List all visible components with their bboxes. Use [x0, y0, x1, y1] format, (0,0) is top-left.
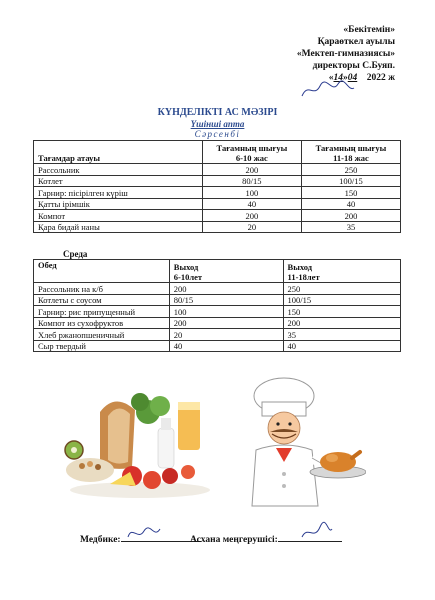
chef-illustration — [226, 374, 366, 514]
approval-village: Қараөткел ауылы — [317, 37, 395, 47]
table-row: Гарнир: пісірілген күріш 100 150 — [34, 187, 401, 199]
table-row: Қатты ірімшік 40 40 — [34, 198, 401, 210]
header-cell: Обед — [34, 260, 170, 283]
kitchen-signature-scribble-icon — [298, 521, 334, 543]
table-row: Котлеты с соусом 80/15 100/15 — [34, 294, 401, 306]
healthy-food-illustration — [60, 372, 220, 502]
table-row: Гарнир: рис припущенный 100 150 — [34, 306, 401, 318]
menu-table-kz — [33, 140, 401, 233]
table-row: Рассольник на к/б 200 250 — [34, 283, 401, 295]
table-row: Котлет 80/15 100/15 — [34, 175, 401, 187]
table-row: Сыр твердый 40 40 — [34, 340, 401, 352]
day-label: Сәрсенбі — [194, 129, 241, 139]
approval-school: «Мектеп-гимназиясы» — [296, 49, 395, 59]
page-title: КҮНДЕЛІКТІ АС МӘЗІРІ — [157, 107, 278, 118]
nurse-signature-scribble-icon — [124, 523, 164, 543]
table-row: Компот из сухофруктов 200 200 — [34, 317, 401, 329]
director-signature-icon — [298, 78, 358, 102]
table-header-row — [34, 260, 401, 283]
header-cell: Тағамның шығуы 11-18 жас — [301, 141, 400, 164]
header-cell: Тағамның шығуы 6-10 жас — [202, 141, 301, 164]
header-cell: Тағамдар атауы — [34, 141, 203, 164]
approval-heading: «Бекітемін» — [343, 25, 395, 35]
table-header-row — [34, 141, 401, 164]
approval-director: директоры С.Буяп. — [312, 61, 395, 71]
kitchen-head-signature: Асхана меңгерушісі: — [190, 533, 342, 545]
nurse-signature: Медбике: — [80, 533, 201, 545]
week-label: Үшінші апта — [190, 119, 245, 129]
table-row: Хлеб ржанопшеничный 20 35 — [34, 329, 401, 341]
approval-date: «14»04 2022 ж — [328, 73, 395, 83]
table-row: Компот 200 200 — [34, 210, 401, 222]
table-row: Қара бидай наны 20 35 — [34, 221, 401, 233]
table-row: Рассольник 200 250 — [34, 164, 401, 176]
approval-block — [225, 24, 395, 84]
header-cell: Выход 6-10лет — [169, 260, 283, 283]
header-cell: Выход 11-18лет — [283, 260, 400, 283]
menu-table-ru — [33, 259, 401, 352]
section-heading-sreda: Среда — [63, 249, 88, 259]
